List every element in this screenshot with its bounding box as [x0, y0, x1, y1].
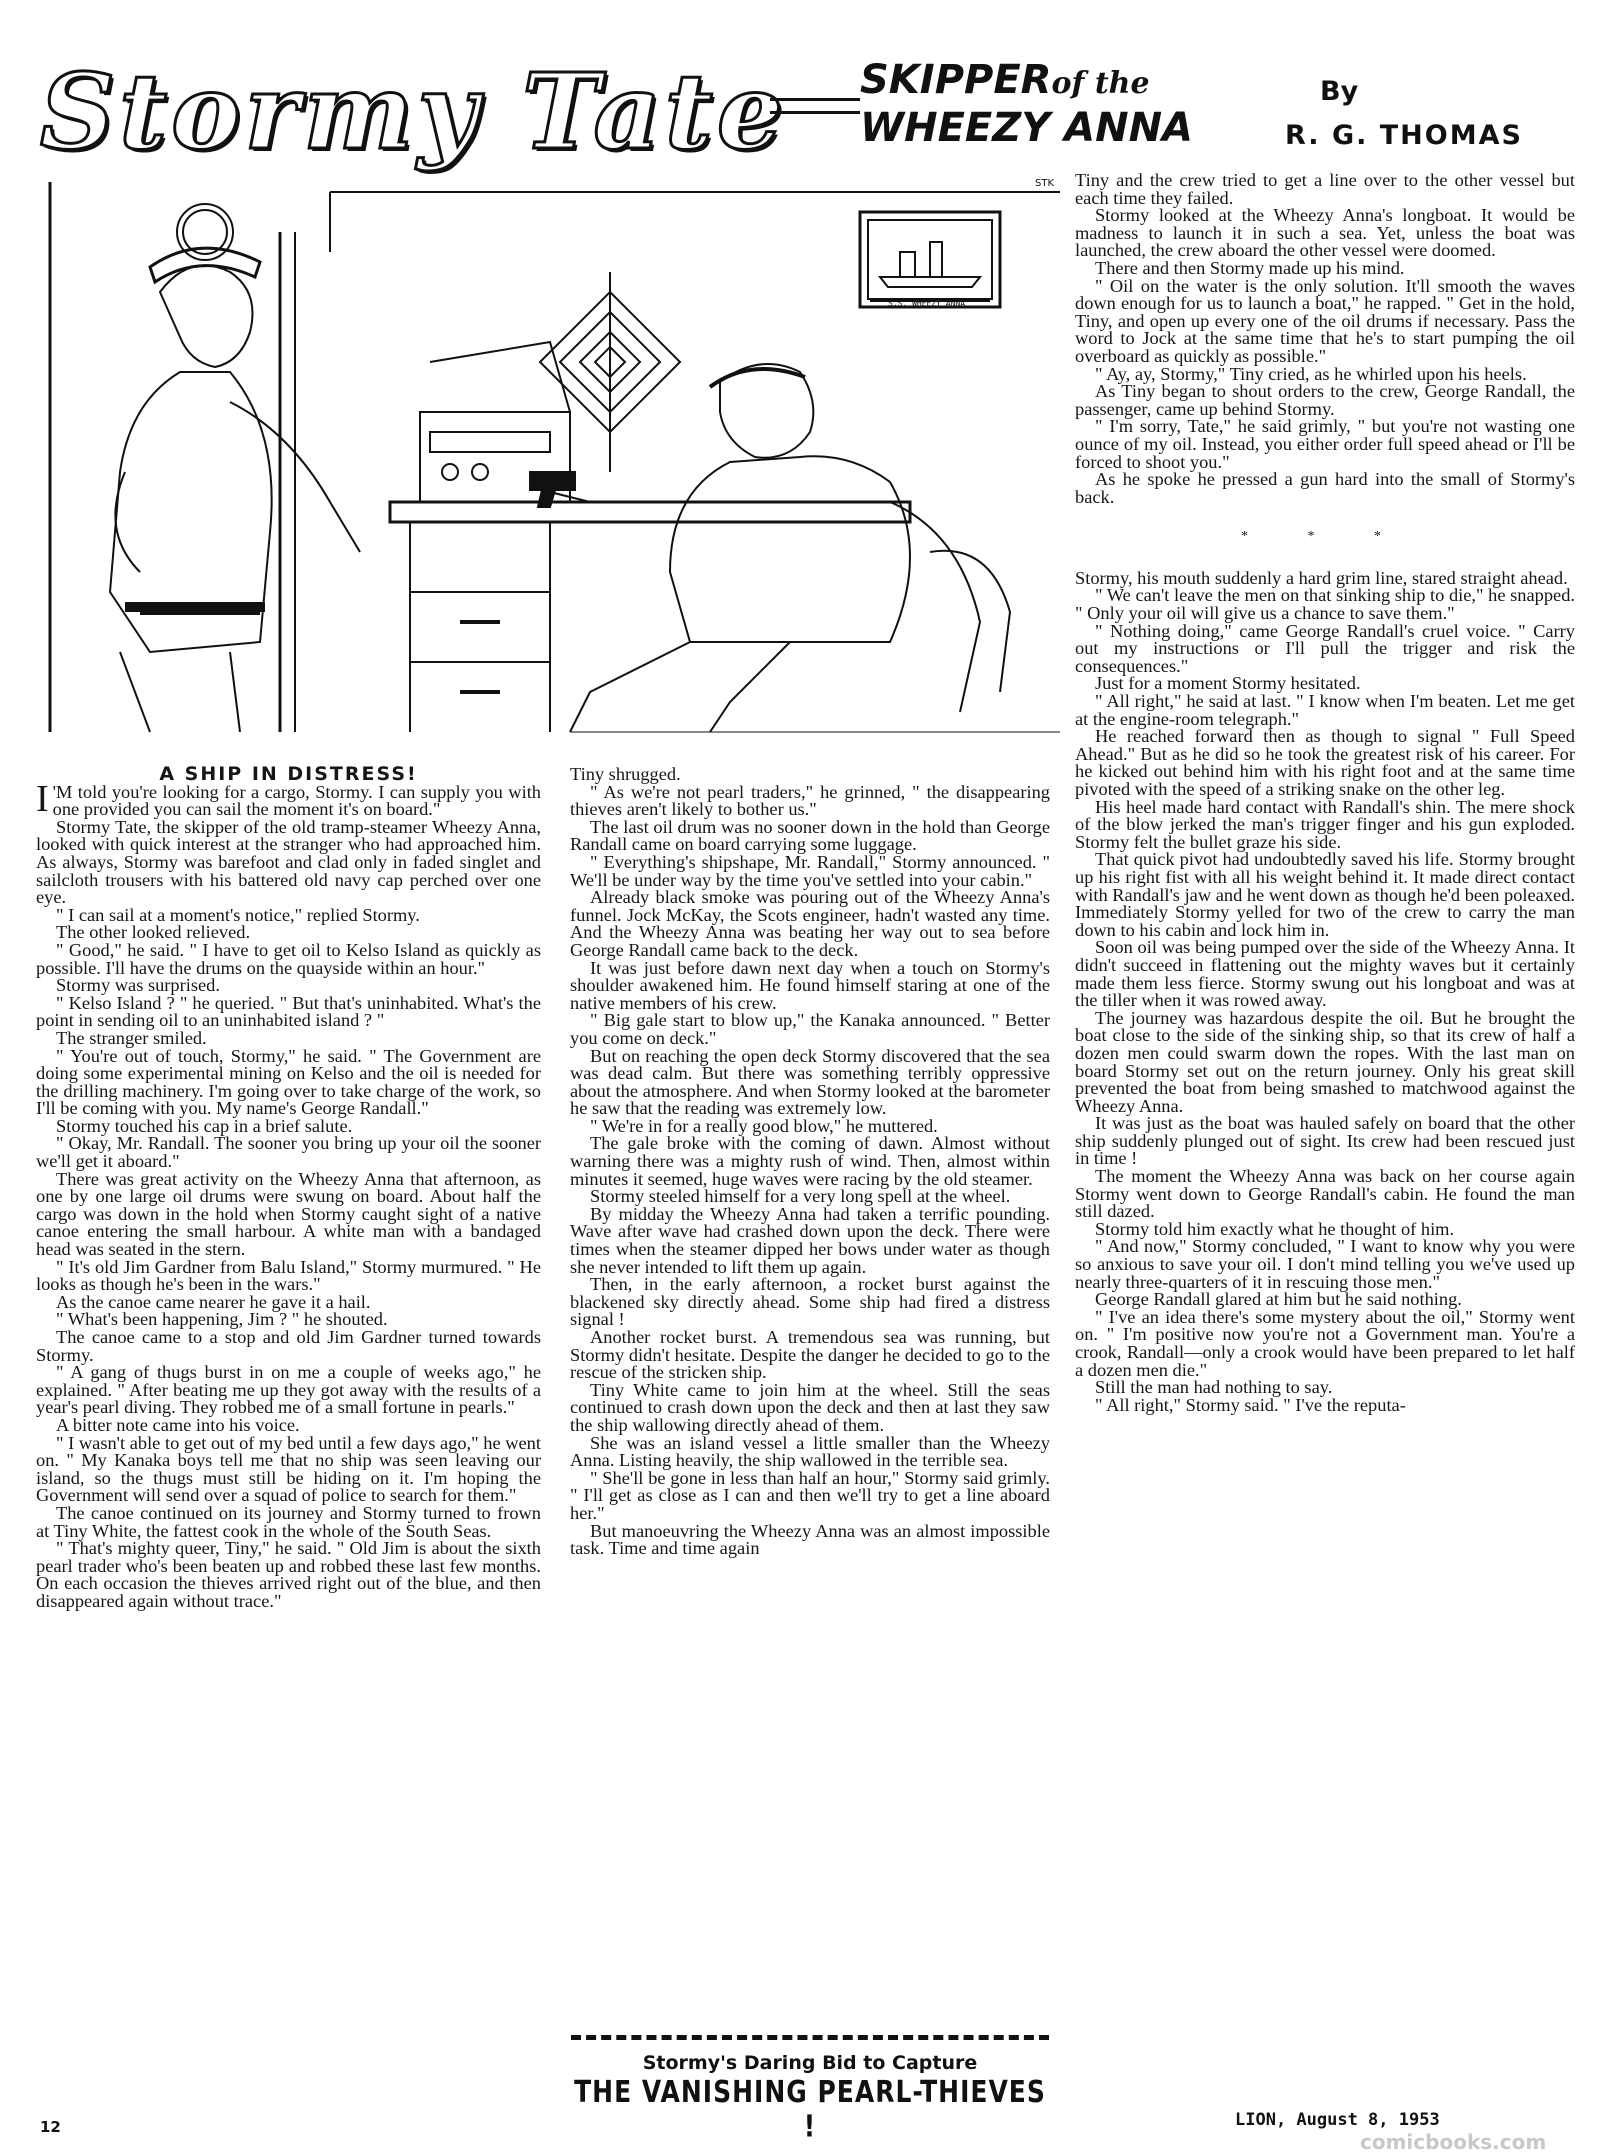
paragraph: As Tiny began to shout orders to the crew, George Randall, the passenger, came up behind Stormy. [1075, 381, 1575, 419]
paragraph: There was great activity on the Wheezy Anna that afternoon, as one by one large oil drums were swung on board. About half the cargo was down in the hold when Stormy caught sight of a native canoe entering the small harbour. A white man with a bandaged head was seated in the stern. [36, 1168, 541, 1260]
paragraph: As the canoe came nearer he gave it a hail. [56, 1291, 371, 1312]
paragraph: " She'll be gone in less than half an hour," Stormy said grimly. " I'll get as close as I can and then we'll try to get a line aboard her." [570, 1467, 1050, 1523]
paragraph: " I've an idea there's some mystery about the oil," Stormy went on. " I'm positive now you're not a Government man. You're a crook, Randall—only a crook would have been prepared to let half a dozen men die." [1075, 1306, 1575, 1380]
teaser-line-2: THE VANISHING PEARL-THIEVES ! [574, 2074, 1046, 2144]
paragraph: Another rocket burst. A tremendous sea was running, but Stormy didn't hesitate. Despite the danger he decided to go to the rescue of the stricken ship. [570, 1327, 1050, 1383]
story-header [30, 40, 1570, 173]
paragraph: " We can't leave the men on that sinking ship to die," he snapped. " Only your oil will give us a chance to save them." [1075, 585, 1575, 624]
paragraph: " It's old Jim Gardner from Balu Island," Stormy murmured. " He looks as though he's been in the wars." [36, 1256, 541, 1295]
paragraph: The moment the Wheezy Anna was back on her course again Stormy went down to George Randall's cabin. He found the man still dazed. [1075, 1166, 1575, 1222]
paragraph: But on reaching the open deck Stormy discovered that the sea was dead calm. But there was something terribly oppressive about the atmosphere. And when Stormy looked at the barometer he saw that the reading was extremely low. [570, 1045, 1050, 1119]
teaser-line-1: Stormy's Daring Bid to Capture [642, 2052, 978, 2074]
paragraph: " Everything's shipshape, Mr. Randall," Stormy announced. " We'll be under way by the time you've settled into your cabin." [570, 851, 1050, 890]
paragraph: " That's mighty queer, Tiny," he said. " Old Jim is about the sixth pearl trader who's been beaten up and robbed these last few months. On each occasion the thieves arrived right out of the blue, and then disappeared again without trace." [36, 1538, 541, 1611]
paragraph: Then, in the early afternoon, a rocket burst against the blackened sky directly ahead. Some ship had fired a distress signal ! [570, 1274, 1050, 1330]
cabin-scene-illustration [30, 172, 1070, 742]
paragraph: His heel made hard contact with Randall's shin. The mere shock of the blow jerked the man's trigger finger and his gun exploded. Stormy felt the bullet graze his side. [1075, 796, 1575, 852]
subtitle-skipper: SKIPPER [860, 57, 1052, 103]
paragraph: The stranger smiled. [56, 1027, 207, 1048]
paragraph: Still the man had nothing to say. [1095, 1377, 1333, 1398]
paragraph: Stormy touched his cap in a brief salute. [56, 1115, 353, 1136]
paragraph: The gale broke with the coming of dawn. Almost without warning there was a mighty rush of wind. Then, almost within minutes it seemed, huge waves were racing by the old steamer. [570, 1133, 1050, 1189]
paragraph: The canoe continued on its journey and Stormy turned to frown at Tiny White, the fattest cook in the whole of the South Seas. [36, 1502, 541, 1541]
paragraph: George Randall glared at him but he said nothing. [1095, 1289, 1462, 1310]
paragraph: " Kelso Island ? " he queried. " But that's uninhabited. What's the point in sending oil to an uninhabited island ? " [36, 992, 541, 1031]
page-number: 12 [40, 2118, 61, 2136]
teaser-dashed-rule [571, 2035, 1049, 2040]
subtitle-of-the: of the [1051, 66, 1150, 101]
paragraph: The other looked relieved. [56, 922, 251, 943]
paragraph: The canoe came to a stop and old Jim Gardner turned towards Stormy. [36, 1327, 541, 1365]
title-dash-ornament [770, 98, 860, 114]
paragraph: " All right," Stormy said. " I've the reputa- [1095, 1394, 1406, 1415]
byline-by: By [1320, 76, 1359, 107]
paragraph: He reached forward then as though to signal " Full Speed Ahead." But as he did so he took the greatest risk of his career. For he kicked out behind him with his right foot and at the same time pivoted with the speed of a striking snake on the other leg. [1075, 726, 1575, 799]
paragraph: " Big gale start to blow up," the Kanaka announced. " Better you come on deck." [570, 1010, 1050, 1048]
artist-mark: STK [1035, 178, 1055, 189]
next-week-teaser [565, 2035, 1055, 2144]
paragraph: There and then Stormy made up his mind. [1095, 257, 1405, 278]
paragraph: " As we're not pearl traders," he grinned, " the disappearing thieves aren't likely to bother us." [570, 781, 1050, 820]
watermark-site: comicbooks.com [1360, 2130, 1547, 2154]
paragraph: That quick pivot had undoubtedly saved his life. Stormy brought up his right fist with all his weight behind it. It made direct contact with Randall's jaw and he went down as though he'd been poleaxed. Immediately Stormy yelled for two of the crew to carry the man down to his cabin and lock him in. [1075, 849, 1575, 940]
paragraph: " I'm sorry, Tate," he said grimly, " but you're not wasting one ounce of my oil. Instead, you either order full speed ahead or I'll be forced to shoot you." [1075, 416, 1575, 472]
paragraph: " Oil on the water is the only solution. It'll smooth the waves down enough for us to launch a boat," he rapped. " Get in the hold, Tiny, and open up every one of the oil drums if necessary. Pass the word to Jock at the same time that he's to start pumping the oil overboard as quickly as possible." [1075, 275, 1575, 366]
paragraph: Soon oil was being pumped over the side of the Wheezy Anna. It didn't succeed in flattening out the mighty waves but it certainly made them less fierce. Stormy swung out his longboat and was at the tiller when it was rowed away. [1075, 937, 1575, 1011]
paragraph: The journey was hazardous despite the oil. But he brought the boat close to the side of the sinking ship, so that its crew of half a dozen men could swarm down the ropes. With the last man on board Stormy set out on the return journey. Only his great skill prevented the boat from being smashed to matchwood against the Wheezy Anna. [1075, 1007, 1575, 1116]
paragraph: " I can sail at a moment's notice," replied Stormy. [56, 904, 420, 925]
paragraph: A bitter note came into his voice. [56, 1414, 300, 1435]
column-2 [570, 766, 1050, 2046]
paragraph: " I wasn't able to get out of my bed until a few days ago," he went on. " My Kanaka boys tell me that no ship was seen leaving our island, so the thugs must still be hiding on it. I'm hoping the Government will send over a squad of police to search for them." [36, 1432, 541, 1506]
paragraph: It was just as the boat was hauled safely on board that the other ship suddenly plunged out of sight. Its crew had been rescued just in time ! [1075, 1113, 1575, 1169]
story-subtitle [860, 58, 1193, 150]
paragraph: " Ay, ay, Stormy," Tiny cried, as he whirled upon his heels. [1095, 363, 1527, 384]
paragraph: Tiny shrugged. [570, 764, 681, 784]
drop-cap: I [36, 777, 49, 820]
column-3 [1075, 172, 1575, 2092]
paragraph: " Okay, Mr. Randall. The sooner you bring up your oil the sooner we'll get it aboard." [36, 1133, 541, 1172]
paragraph: Stormy steeled himself for a very long spell at the wheel. [590, 1186, 1011, 1207]
section-heading: A SHIP IN DISTRESS! [159, 763, 418, 785]
paragraph: The last oil drum was no sooner down in the hold than George Randall came on board carrying some luggage. [570, 816, 1050, 855]
paragraph: Tiny White came to join him at the wheel. Still the seas continued to crash down upon the deck and then at last they saw the ship wallowing directly ahead of them. [570, 1379, 1050, 1435]
paragraph: As he spoke he pressed a gun hard into the small of Stormy's back. [1075, 469, 1575, 507]
paragraph: Tiny and the crew tried to get a line over to the other vessel but each time they failed. [1075, 170, 1575, 208]
paragraph: " Nothing doing," came George Randall's cruel voice. " Carry out my instructions or I'll pull the trigger and risk the consequences." [1075, 620, 1575, 676]
story-title: Stormy Tate [40, 50, 788, 173]
opening-paragraph [36, 777, 541, 820]
paragraph: " What's been happening, Jim ? " he shouted. [56, 1309, 388, 1330]
paragraph: Stormy Tate, the skipper of the old tramp-steamer Wheezy Anna, looked with quick interest at the stranger who had approached him. As always, Stormy was barefoot and clad only in faded singlet and sailcloth trousers with his battered old navy cap perched over one eye. [36, 816, 541, 908]
paragraph: Stormy looked at the Wheezy Anna's longboat. It would be madness to launch it in such a sea. Yet, unless the boat was launched, the crew aboard the other vessel were doomed. [1075, 205, 1575, 261]
paragraph: She was an island vessel a little smaller than the Wheezy Anna. Listing heavily, the ship wallowed in the terrible sea. [570, 1432, 1050, 1471]
subtitle-wheezy-anna: WHEEZY ANNA [860, 105, 1194, 151]
story-illustration [30, 172, 1070, 742]
frame-caption: S.S. WHEEZY ANNA [888, 299, 966, 308]
paragraph: Just for a moment Stormy hesitated. [1095, 673, 1361, 694]
paragraph: " We're in for a really good blow," he muttered. [590, 1115, 938, 1136]
paragraph: Stormy was surprised. [56, 975, 220, 996]
byline-author: R. G. THOMAS [1285, 120, 1523, 151]
paragraph: Stormy, his mouth suddenly a hard grim line, stared straight ahead. [1075, 567, 1568, 588]
issue-line: LION, August 8, 1953 [1235, 2110, 1440, 2130]
paragraph: " You're out of touch, Stormy," he said. " The Government are doing some experimental mining on Kelso and the oil is needed for the drilling machinery. I'm going over to take charge of the work, so I'll be coming with you. My name's George Randall." [36, 1045, 541, 1119]
paragraph: " Good," he said. " I have to get oil to Kelso Island as quickly as possible. I'll have the drums on the quayside within an hour." [36, 939, 541, 978]
column-1 [36, 763, 541, 2091]
paragraph: " And now," Stormy concluded, " I want to know why you were so anxious to save your oil. I don't mind telling you we've used up nearly three-quarters of it in rescuing those men." [1075, 1236, 1575, 1292]
paragraph: " A gang of thugs burst in on me a couple of weeks ago," he explained. " After beating me up they got away with the results of a year's pearl diving. They robbed me of a small fortune in pearls." [36, 1362, 541, 1418]
section-separator: * * * [1241, 529, 1409, 545]
paragraph: By midday the Wheezy Anna had taken a terrific pounding. Wave after wave had crashed down upon the deck. There were times when the steamer dipped her bows under water as though she never intended to lift them up again. [570, 1203, 1050, 1277]
paragraph: Already black smoke was pouring out of the Wheezy Anna's funnel. Jock McKay, the Scots engineer, hadn't wasted any time. And the Wheezy Anna was beating her way out to sea before George Randall came back to the deck. [570, 887, 1050, 960]
paragraph: It was just before dawn next day when a touch on Stormy's shoulder awakened him. He found himself staring at one of the native members of his crew. [570, 957, 1050, 1013]
paragraph: But manoeuvring the Wheezy Anna was an almost impossible task. Time and time again [570, 1520, 1050, 1559]
paragraph: Stormy told him exactly what he thought of him. [1095, 1218, 1455, 1239]
paragraph-text: 'M told you're looking for a cargo, Stormy. I can supply you with one provided you can sail the moment it's on board." [52, 781, 541, 820]
paragraph: " All right," he said at last. " I know when I'm beaten. Let me get at the engine-room telegraph." [1075, 691, 1575, 729]
